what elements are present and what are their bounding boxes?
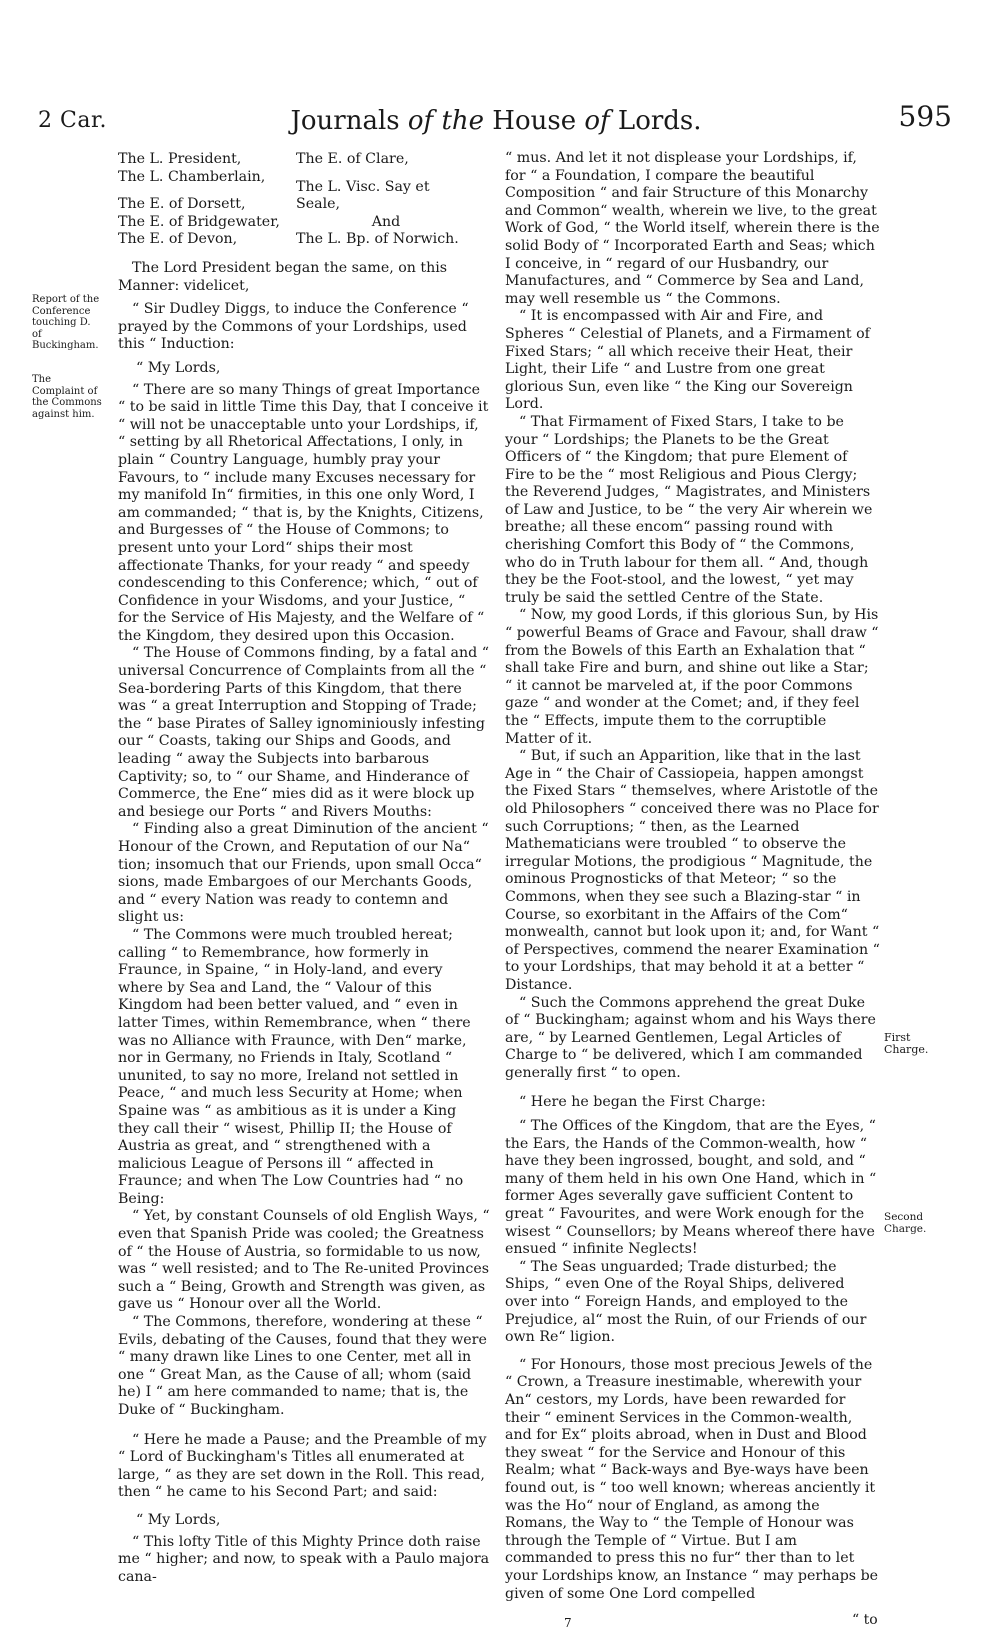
paragraph: “ Such the Commons apprehend the great Duke of “ Buckingham; against whom and his Ways there are, “ by Learned Gentlemen, Legal Articles of Charge to “ be delivered, which I am commanded generally first “ to open.	[505, 994, 876, 1081]
catchword: “ to	[852, 1612, 878, 1628]
title-word: Journals	[290, 106, 400, 136]
attendee: The L. Bp. of Norwich.	[296, 231, 459, 247]
paragraph: “ Yet, by constant Counsels of old English Ways, “ even that Spanish Pride was cooled; the Greatness of “ the House of Austria, so formidable to us now, was “ well resisted; and to The Re-united Provinces such a “ Being, Growth and Strength was given, as gave us “ Honour over all the World.	[118, 1208, 490, 1313]
attendee-conjunction: And	[371, 213, 401, 230]
paragraph: “ There are so many Things of great Importance “ to be said in little Time this Day, that I conceive it “ will not be unacceptable unto your Lordships, if, “ setting by all Rhetorical Affectations, I only, in plain “ Country Language, humbly pray your Favours, to “ include many Excuses necessary for my manifold In“ firmities, in this one only Word, I am commanded; “ that is, by the Knights, Citizens, and Burgesses of “ the House of Commons; to present unto your Lord“ ships their most affectionate Thanks, for your ready “ and speedy condescending to this Conference; which, “ out of Confidence in your Wisdoms, and your Justice, “ for the Service of His Majesty, and the Welfare of “ the Kingdom, they desired upon this Occasion.	[118, 381, 489, 644]
attendee: The L. President,	[118, 151, 242, 167]
margin-note-report: Report of the Conference touching D. of Buckingham.	[32, 294, 100, 351]
paragraph: “ mus. And let it not displease your Lordships, if, for “ a Foundation, I compare the beautiful Composition “ and fair Structure of this Monarchy and Common“ wealth, wherein we live, to the great Work of God, “ the World itself, wherein there is the solid Body of “ Incorporated Earth and Seas; which I conceive, in “ regard of our Husbandry, our Manufactures, and “ Commerce by Sea and Land, may well resemble us “ the Commons.	[505, 150, 880, 307]
title-word: Lords.	[617, 106, 702, 136]
paragraph: “ But, if such an Apparition, like that in the last Age in “ the Chair of Cassiopeia, happen amongst the Fixed Stars “ themselves, where Aristotle of the old Philosophers “ conceived there was no Place for such Corruptions; “ then, as the Learned Mathematicians were troubled “ to observe the irregular Motions, the prodigious “ Magnitude, the ominous Prognosticks of that Meteor; “ so the Commons, when they see such a Blazing-star “ in Course, so exorbitant in the Affairs of the Com“ monwealth, cannot but look upon it; and, for Want “ of Perspectives, commend the nearer Examination “ to your Lordships, that may behold it at a better “ Distance.	[505, 748, 880, 993]
title-word: of	[584, 106, 610, 136]
charge-heading: “ Here he began the First Charge:	[519, 1094, 766, 1111]
margin-note-first-charge: First Charge.	[884, 1031, 929, 1056]
title-word: the	[441, 106, 485, 136]
paragraph: “ The House of Commons finding, by a fatal and “ universal Concurrence of Complaints from all the “ Sea-bordering Parts of this Kingdom, that there was “ a great Interruption and Stopping of Trade; the “ base Pirates of Salley ignominiously infesting our “ Coasts, taking our Ships and Goods, and leading “ away the Subjects into barbarous Captivity; so, to “ our Shame, and Hinderance of Commerce, the Ene“ mies did as it were block up and besiege our Ports “ and Rivers Mouths:	[118, 645, 489, 820]
salutation: “ My Lords,	[136, 1511, 221, 1528]
running-head-title	[0, 106, 992, 136]
column-left	[118, 260, 490, 1586]
paragraph: “ This lofty Title of this Mighty Prince doth raise me “ higher; and now, to speak with a Paulo majora cana-	[118, 1533, 490, 1585]
attendee: The L. Chamberlain,	[118, 168, 266, 185]
paragraph: “ Here he made a Pause; and the Preamble of my “ Lord of Buckingham's Titles all enumerated at large, “ as they are set down in the Roll. This read, then “ he came to his Second Part; and said:	[118, 1431, 487, 1501]
paragraph: “ The Offices of the Kingdom, that are the Eyes, “ the Ears, the Hands of the Common-wealth, how “ have they been ingrossed, bought, and sold, and “ many of them held in his own One Hand, which in “ former Ages severally gave sufficient Content to great “ Favourites, and were Work enough for the wisest “ Counsellors; by Means whereof there have ensued “ infinite Neglects!	[505, 1118, 877, 1258]
attendee: The E. of Bridgewater,	[118, 213, 280, 230]
paragraph: “ The Commons, therefore, wondering at these “ Evils, debating of the Causes, found that they were “ many drawn like Lines to one Center, met all in one “ Great Man, as the Cause of all; whom (said he) I “ am here commanded to name; that is, the Duke of “ Buckingham.	[118, 1314, 487, 1418]
title-word: of	[407, 106, 434, 136]
attendee: The E. of Dorsett,	[118, 196, 246, 212]
paragraph: “ The Seas unguarded; Trade disturbed; the Ships, “ even One of the Royal Ships, delivered over into “ Foreign Hands, and employed to the Prejudice, al“ most the Ruin, of our Friends of our own Re“ ligion.	[505, 1258, 867, 1346]
attendee: The E. of Clare,	[296, 151, 409, 167]
margin-note-second-charge: Second Charge.	[884, 1211, 927, 1235]
margin-note-complaint: The Complaint of the Commons against him.	[32, 374, 102, 420]
paragraph: “ Finding also a great Diminution of the ancient “ Honour of the Crown, and Reputation of our Na“ tion; insomuch that our Friends, upon small Occa“ sions, made Embargoes of our Merchants Goods, and “ every Nation was ready to contemn and slight us:	[118, 821, 489, 926]
title-word: House	[492, 106, 577, 136]
paragraph: The Lord President began the same, on this Manner: videlicet,	[118, 260, 448, 294]
paragraph: “ Sir Dudley Diggs, to induce the Conference “ prayed by the Commons of your Lordships, used this “ Induction:	[118, 301, 469, 353]
salutation: “ My Lords,	[136, 359, 221, 376]
attendees-right	[296, 151, 476, 249]
column-right	[505, 150, 880, 1603]
paragraph: “ It is encompassed with Air and Fire, and Spheres “ Celestial of Planets, and a Firmament of Fixed Stars; “ all which receive their Heat, their Light, their Life “ and Lustre from one great glorious Sun, even like “ the King our Sovereign Lord.	[505, 308, 870, 413]
attendee: The E. of Devon,	[118, 231, 238, 247]
paragraph: “ That Firmament of Fixed Stars, I take to be your “ Lordships; the Planets to be the Great Officers of “ the Kingdom; that pure Element of Fire to be the “ most Religious and Pious Clergy; the Reverend Judges, “ Magistrates, and Ministers of Law and Justice, to be “ the very Air wherein we breathe; all these encom“ passing round with cherishing Comfort this Body of “ the Commons, who do in Truth labour for them all. “ And, though they be the Foot-stool, and the lowest, “ yet may truly be said the settled Centre of the State.	[505, 413, 873, 606]
paragraph: “ Now, my good Lords, if this glorious Sun, by His “ powerful Beams of Grace and Favour, shall draw “ from the Bowels of this Earth an Exhalation that “ shall take Fire and burn, and shine out like a Star; “ it cannot be marveled at, if the poor Commons gaze “ and wonder at the Comet; and, if they feel the “ Effects, impute them to the corruptible Matter of it.	[505, 607, 879, 747]
running-head-reign: 2 Car.	[38, 108, 108, 133]
attendee: The L. Visc. Say et Seale,	[296, 178, 430, 212]
paragraph: “ For Honours, those most precious Jewels of the “ Crown, a Treasure inestimable, wherewith your An“ cestors, my Lords, have been rewarded for their “ eminent Services in the Common-wealth, and for Ex“ ploits abroad, when in Dust and Blood they sweat “ for the Service and Honour of this Realm; what “ Back-ways and Bye-ways have been found out, is “ too well known; whereas anciently it was the Ho“ nour of England, as among the Romans, the Way to “ the Temple of Honour was through the Temple of “ Virtue. But I am commanded to press this no fur“ ther than to let your Lordships know, an Instance “ may perhaps be given of some One Lord compelled	[505, 1356, 879, 1602]
page-number: 595	[898, 100, 952, 133]
paragraph: “ The Commons were much troubled hereat; calling “ to Remembrance, how formerly in Fraunce, in Spaine, “ in Holy-land, and every where by Sea and Land, the “ Valour of this Kingdom had been better valued, and “ even in latter Times, within Remembrance, when “ there was no Alliance with Fraunce, with Den“ marke, nor in Germany, no Friends in Italy, Scotland “ ununited, to say no more, Ireland not settled in Peace, “ and much less Security at Home; when Spaine was “ as ambitious as it is under a King they call their “ wisest, Phillip II; the House of Austria as great, and “ strengthened with a malicious League of Persons ill “ affected in Fraunce; and when The Low Countries had “ no Being:	[118, 926, 471, 1207]
attendees-left	[118, 151, 288, 249]
signature-mark: 7	[564, 1616, 572, 1630]
